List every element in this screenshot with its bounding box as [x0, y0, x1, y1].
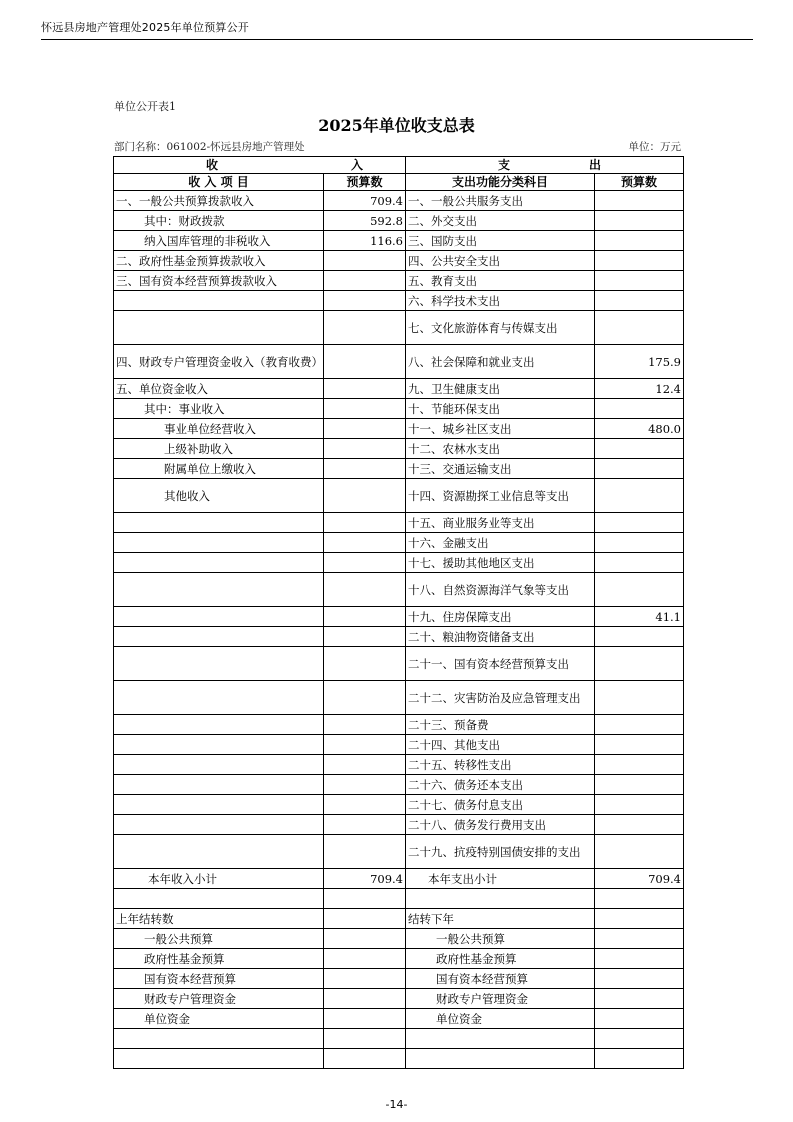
- carry-expense-cell: 国有资本经营预算: [406, 969, 595, 989]
- income-item-cell: 二、政府性基金预算拨款收入: [114, 251, 324, 271]
- carry-income-cell: 上年结转数: [114, 909, 324, 929]
- expense-item-cell: 四、公共安全支出: [406, 251, 595, 271]
- income-item-cell: [114, 815, 324, 835]
- carry-income-cell: 一般公共预算: [114, 929, 324, 949]
- table-row: [114, 439, 684, 459]
- income-value-cell: [324, 399, 406, 419]
- income-value-cell: [324, 479, 406, 513]
- income-item-cell: 纳入国库管理的非税收入: [114, 231, 324, 251]
- carry-expense-value: [595, 989, 684, 1009]
- document-header: 怀远县房地产管理处2025年单位预算公开: [41, 21, 249, 34]
- income-value-cell: [324, 815, 406, 835]
- table-row: [114, 775, 684, 795]
- table-row: [114, 681, 684, 715]
- table-row: [114, 419, 684, 439]
- income-value-cell: [324, 735, 406, 755]
- expense-item-cell: 十二、农林水支出: [406, 439, 595, 459]
- expense-value-cell: [595, 715, 684, 735]
- empty-row: [114, 1049, 684, 1069]
- income-value-cell: [324, 459, 406, 479]
- expense-item-cell: 十八、自然资源海洋气象等支出: [406, 573, 595, 607]
- expense-item-cell: 十九、住房保障支出: [406, 607, 595, 627]
- carry-row: [114, 1009, 684, 1029]
- table-row: [114, 345, 684, 379]
- table-row: [114, 399, 684, 419]
- income-value-cell: 116.6: [324, 231, 406, 251]
- empty-row: [114, 1029, 684, 1049]
- income-item-cell: [114, 553, 324, 573]
- expense-item-cell: 二十九、抗疫特别国债安排的支出: [406, 835, 595, 869]
- income-value-cell: [324, 755, 406, 775]
- income-item-cell: [114, 513, 324, 533]
- expense-value-cell: [595, 835, 684, 869]
- expense-item-cell: 五、教育支出: [406, 271, 595, 291]
- expense-item-cell: 三、国防支出: [406, 231, 595, 251]
- table-row: [114, 815, 684, 835]
- income-value-cell: [324, 533, 406, 553]
- expense-group-left: 支: [498, 158, 511, 172]
- expense-value-cell: 12.4: [595, 379, 684, 399]
- income-value-cell: [324, 573, 406, 607]
- income-item-cell: [114, 735, 324, 755]
- carry-income-value: [324, 969, 406, 989]
- income-item-cell: [114, 715, 324, 735]
- carry-row: [114, 989, 684, 1009]
- carry-expense-cell: 结转下年: [406, 909, 595, 929]
- expense-item-cell: 二十、粮油物资储备支出: [406, 627, 595, 647]
- expense-item-cell: 十、节能环保支出: [406, 399, 595, 419]
- expense-item-cell: 二十八、债务发行费用支出: [406, 815, 595, 835]
- income-item-cell: [114, 681, 324, 715]
- table-row: [114, 533, 684, 553]
- carry-expense-cell: 财政专户管理资金: [406, 989, 595, 1009]
- carry-expense-value: [595, 949, 684, 969]
- income-item-cell: [114, 607, 324, 627]
- carry-income-value: [324, 949, 406, 969]
- expense-item-cell: 九、卫生健康支出: [406, 379, 595, 399]
- expense-item-cell: 十一、城乡社区支出: [406, 419, 595, 439]
- expense-item-cell: 十四、资源勘探工业信息等支出: [406, 479, 595, 513]
- income-item-cell: [114, 533, 324, 553]
- carry-expense-cell: 政府性基金预算: [406, 949, 595, 969]
- expense-item-cell: 二十五、转移性支出: [406, 755, 595, 775]
- income-item-cell: [114, 795, 324, 815]
- income-value-cell: [324, 419, 406, 439]
- expense-value-cell: [595, 399, 684, 419]
- expense-item-cell: 七、文化旅游体育与传媒支出: [406, 311, 595, 345]
- income-expense-table: [113, 156, 684, 1069]
- expense-value-cell: [595, 439, 684, 459]
- department-name: 部门名称：061002-怀远县房地产管理处: [114, 141, 305, 153]
- carry-income-value: [324, 909, 406, 929]
- table-code: 单位公开表1: [114, 100, 176, 113]
- table-row: [114, 211, 684, 231]
- income-item-cell: 四、财政专户管理资金收入（教育收费）: [114, 345, 324, 379]
- table-row: [114, 311, 684, 345]
- expense-value-cell: [595, 231, 684, 251]
- expense-value-cell: 480.0: [595, 419, 684, 439]
- group-header-row: [114, 157, 684, 174]
- income-group-right: 入: [350, 158, 363, 172]
- expense-value-cell: [595, 647, 684, 681]
- subtotal-row: [114, 869, 684, 889]
- page-number: -14-: [385, 1098, 408, 1111]
- carry-income-value: [324, 929, 406, 949]
- expense-value-cell: [595, 573, 684, 607]
- carry-income-cell: 财政专户管理资金: [114, 989, 324, 1009]
- table-row: [114, 191, 684, 211]
- expense-subtotal-value: 709.4: [595, 869, 684, 889]
- income-value-cell: [324, 795, 406, 815]
- carry-expense-cell: 单位资金: [406, 1009, 595, 1029]
- income-item-cell: [114, 647, 324, 681]
- expense-item-cell: 二十四、其他支出: [406, 735, 595, 755]
- expense-item-header: 支出功能分类科目: [406, 174, 595, 191]
- table-row: [114, 479, 684, 513]
- carry-expense-value: [595, 1009, 684, 1029]
- expense-value-cell: [595, 627, 684, 647]
- income-item-cell: [114, 291, 324, 311]
- table-row: [114, 835, 684, 869]
- table-row: [114, 553, 684, 573]
- income-value-cell: [324, 251, 406, 271]
- expense-value-cell: [595, 459, 684, 479]
- expense-value-cell: [595, 291, 684, 311]
- carry-expense-value: [595, 929, 684, 949]
- carry-row: [114, 909, 684, 929]
- carry-income-value: [324, 1009, 406, 1029]
- expense-group-right: 出: [588, 158, 601, 172]
- table-row: [114, 291, 684, 311]
- expense-subtotal-label: 本年支出小计: [406, 869, 595, 889]
- expense-item-cell: 二十六、债务还本支出: [406, 775, 595, 795]
- carry-expense-value: [595, 909, 684, 929]
- expense-value-cell: [595, 513, 684, 533]
- carry-income-value: [324, 989, 406, 1009]
- expense-item-cell: 八、社会保障和就业支出: [406, 345, 595, 379]
- table-row: [114, 573, 684, 607]
- expense-item-cell: 二十七、债务付息支出: [406, 795, 595, 815]
- table-row: [114, 379, 684, 399]
- income-item-cell: [114, 573, 324, 607]
- expense-value-cell: [595, 533, 684, 553]
- carry-row: [114, 929, 684, 949]
- table-title: 2025年单位收支总表: [318, 116, 475, 135]
- carry-income-cell: 单位资金: [114, 1009, 324, 1029]
- income-value-cell: [324, 681, 406, 715]
- income-value-cell: [324, 627, 406, 647]
- header-rule: [41, 39, 753, 40]
- income-value-cell: 709.4: [324, 191, 406, 211]
- income-item-cell: [114, 775, 324, 795]
- expense-item-cell: 十六、金融支出: [406, 533, 595, 553]
- expense-value-cell: [595, 681, 684, 715]
- income-item-cell: 五、单位资金收入: [114, 379, 324, 399]
- income-item-cell: 事业单位经营收入: [114, 419, 324, 439]
- table-row: [114, 513, 684, 533]
- expense-value-cell: [595, 795, 684, 815]
- income-subtotal-value: 709.4: [324, 869, 406, 889]
- expense-value-cell: 175.9: [595, 345, 684, 379]
- expense-value-cell: [595, 211, 684, 231]
- income-value-cell: 592.8: [324, 211, 406, 231]
- table-row: [114, 627, 684, 647]
- expense-budget-header: 预算数: [595, 174, 684, 191]
- table-row: [114, 735, 684, 755]
- income-value-cell: [324, 715, 406, 735]
- column-header-row: [114, 174, 684, 191]
- spacer-row: [114, 889, 684, 909]
- carry-row: [114, 969, 684, 989]
- income-item-cell: [114, 627, 324, 647]
- expense-value-cell: [595, 311, 684, 345]
- expense-item-cell: 二十三、预备费: [406, 715, 595, 735]
- table-row: [114, 607, 684, 627]
- expense-value-cell: [595, 735, 684, 755]
- expense-value-cell: [595, 755, 684, 775]
- expense-item-cell: 十三、交通运输支出: [406, 459, 595, 479]
- carry-expense-cell: 一般公共预算: [406, 929, 595, 949]
- income-item-cell: 上级补助收入: [114, 439, 324, 459]
- income-value-cell: [324, 647, 406, 681]
- expense-item-cell: 一、一般公共服务支出: [406, 191, 595, 211]
- income-item-cell: 附属单位上缴收入: [114, 459, 324, 479]
- income-value-cell: [324, 311, 406, 345]
- expense-value-cell: [595, 815, 684, 835]
- income-item-cell: [114, 311, 324, 345]
- table-row: [114, 251, 684, 271]
- income-value-cell: [324, 345, 406, 379]
- income-group-header: [114, 157, 406, 174]
- expense-value-cell: 41.1: [595, 607, 684, 627]
- expense-value-cell: [595, 775, 684, 795]
- income-value-cell: [324, 439, 406, 459]
- table-row: [114, 715, 684, 735]
- expense-item-cell: 二十二、灾害防治及应急管理支出: [406, 681, 595, 715]
- carry-row: [114, 949, 684, 969]
- income-value-cell: [324, 291, 406, 311]
- income-item-header: 收 入 项 目: [114, 174, 324, 191]
- income-item-cell: [114, 755, 324, 775]
- income-item-cell: 其他收入: [114, 479, 324, 513]
- carry-income-cell: 国有资本经营预算: [114, 969, 324, 989]
- expense-item-cell: 二、外交支出: [406, 211, 595, 231]
- income-item-cell: [114, 835, 324, 869]
- income-item-cell: 其中：事业收入: [114, 399, 324, 419]
- table-row: [114, 795, 684, 815]
- expense-item-cell: 十五、商业服务业等支出: [406, 513, 595, 533]
- income-value-cell: [324, 553, 406, 573]
- unit-label: 单位：万元: [628, 141, 681, 153]
- income-item-cell: 一、一般公共预算拨款收入: [114, 191, 324, 211]
- table-row: [114, 459, 684, 479]
- expense-item-cell: 二十一、国有资本经营预算支出: [406, 647, 595, 681]
- income-value-cell: [324, 513, 406, 533]
- income-group-left: 收: [206, 158, 219, 172]
- expense-value-cell: [595, 271, 684, 291]
- expense-item-cell: 十七、援助其他地区支出: [406, 553, 595, 573]
- table-row: [114, 647, 684, 681]
- carry-expense-value: [595, 969, 684, 989]
- income-value-cell: [324, 607, 406, 627]
- expense-value-cell: [595, 553, 684, 573]
- table-row: [114, 231, 684, 251]
- expense-group-header: [406, 157, 684, 174]
- expense-value-cell: [595, 251, 684, 271]
- income-item-cell: 其中：财政拨款: [114, 211, 324, 231]
- income-subtotal-label: 本年收入小计: [114, 869, 324, 889]
- carry-income-cell: 政府性基金预算: [114, 949, 324, 969]
- expense-value-cell: [595, 479, 684, 513]
- income-item-cell: 三、国有资本经营预算拨款收入: [114, 271, 324, 291]
- income-value-cell: [324, 835, 406, 869]
- expense-value-cell: [595, 191, 684, 211]
- income-value-cell: [324, 379, 406, 399]
- income-value-cell: [324, 775, 406, 795]
- income-value-cell: [324, 271, 406, 291]
- expense-item-cell: 六、科学技术支出: [406, 291, 595, 311]
- table-row: [114, 755, 684, 775]
- table-row: [114, 271, 684, 291]
- income-budget-header: 预算数: [324, 174, 406, 191]
